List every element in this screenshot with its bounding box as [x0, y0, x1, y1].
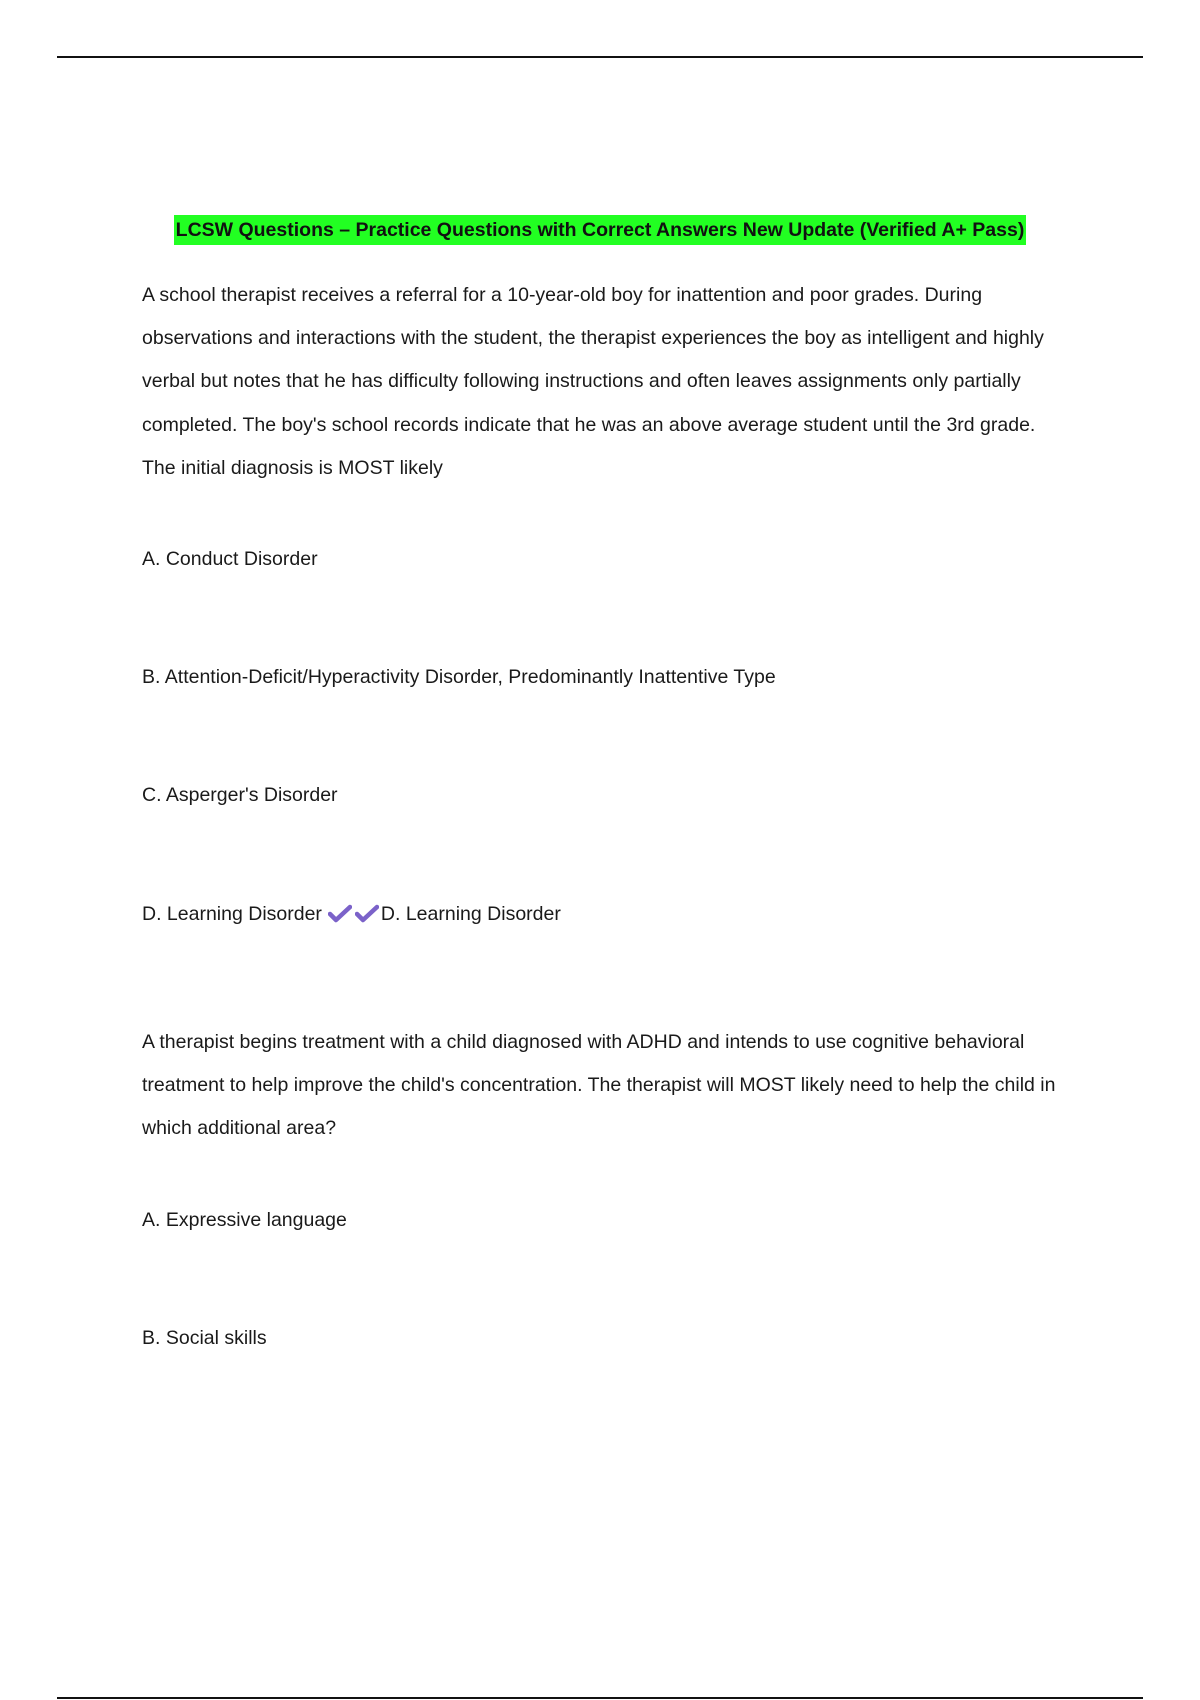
question-2-option-b: B. Social skills: [142, 1326, 267, 1349]
document-title: LCSW Questions – Practice Questions with Correct Answers New Update (Verified A+ Pass): [174, 215, 1027, 245]
question-1-option-a: A. Conduct Disorder: [142, 548, 318, 571]
title-container: [0, 215, 1200, 245]
question-1-option-d-row: [142, 903, 1062, 926]
question-2-option-a: A. Expressive language: [142, 1208, 347, 1231]
bottom-rule: [57, 1697, 1143, 1699]
question-1-option-d: D. Learning Disorder: [142, 903, 322, 926]
top-rule: [57, 56, 1143, 58]
question-1-option-c: C. Asperger's Disorder: [142, 784, 338, 807]
document-body: [142, 274, 1062, 1446]
question-1-option-b: B. Attention-Deficit/Hyperactivity Disorder, Predominantly Inattentive Type: [142, 666, 776, 689]
question-2-text: A therapist begins treatment with a child diagnosed with ADHD and intends to use cognitive behavioral treatment to help improve the child's concentration. The therapist will MOST likely need to help the child in which additional area?: [142, 1031, 1056, 1140]
question-1-answer: D. Learning Disorder: [380, 903, 561, 926]
checkmark-icon: [328, 903, 352, 923]
checkmark-icon: [355, 903, 379, 923]
question-1-text: A school therapist receives a referral for a 10-year-old boy for inattention and poor grades. During observations and interactions with the student, the therapist experiences the boy as intelligent and highly verbal but notes that he has difficulty following instructions and often leaves assignments only partially completed. The boy's school records indicate that he was an above average student until the 3rd grade. The initial diagnosis is MOST likely: [142, 284, 1044, 479]
